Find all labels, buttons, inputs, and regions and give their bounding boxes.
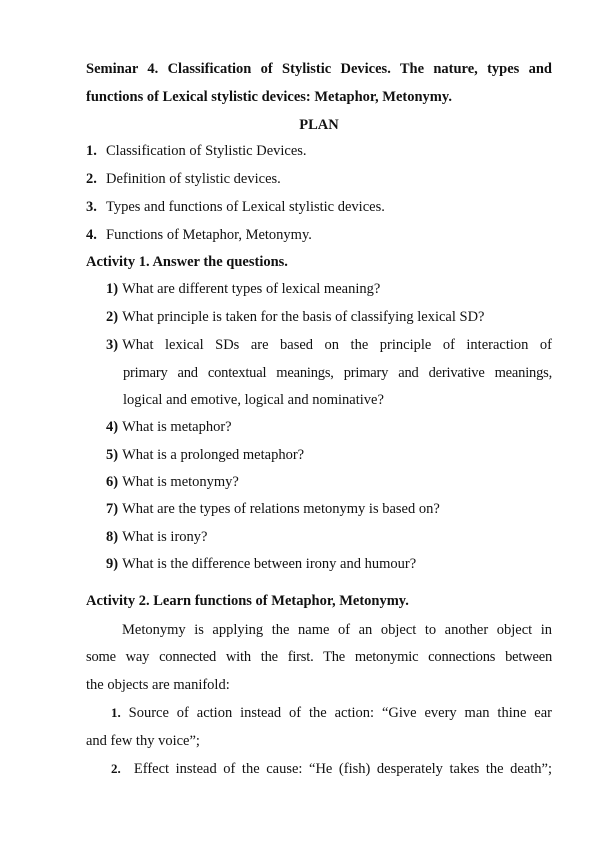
- plan-item-4: [86, 226, 312, 244]
- question-text: What lexical SDs are based on the principle of interaction of: [122, 337, 552, 353]
- question-number: 7): [106, 501, 119, 517]
- question-number: 3): [106, 337, 119, 353]
- plan-item-1: [86, 142, 307, 160]
- question-6: [106, 473, 239, 491]
- question-text: What is metonymy?: [122, 474, 239, 490]
- metonymy-item-text: Effect instead of the cause: “He (fish) desperately takes the death”;: [133, 761, 553, 777]
- question-3-continuation-1: primary and contextual meanings, primary and derivative meanings,: [123, 365, 552, 381]
- question-text: What is irony?: [122, 529, 208, 545]
- plan-item-text: Functions of Metaphor, Metonymy.: [106, 227, 312, 243]
- plan-item-2: [86, 170, 281, 188]
- question-number: 9): [106, 556, 119, 572]
- metonymy-item-1: [111, 704, 552, 722]
- question-number: 1): [106, 281, 119, 297]
- metonymy-item-2: [111, 760, 552, 778]
- paragraph-line-2: some way connected with the first. The metonymic connections between: [86, 649, 552, 665]
- question-text: What is metaphor?: [122, 419, 232, 435]
- plan-item-number: 3.: [86, 199, 97, 215]
- question-text: What are different types of lexical meaning?: [122, 281, 381, 297]
- question-number: 5): [106, 447, 119, 463]
- question-number: 2): [106, 309, 119, 325]
- paragraph-line-1: Metonymy is applying the name of an object to another object in: [122, 622, 552, 638]
- question-9: [106, 555, 416, 573]
- plan-item-3: [86, 198, 385, 216]
- metonymy-item-1-continuation: and few thy voice”;: [86, 733, 200, 749]
- question-text: What principle is taken for the basis of classifying lexical SD?: [122, 309, 485, 325]
- question-number: 4): [106, 419, 119, 435]
- question-2: [106, 308, 485, 326]
- plan-item-number: 2.: [86, 171, 97, 187]
- paragraph-line-3: the objects are manifold:: [86, 677, 230, 693]
- question-3-continuation-2: logical and emotive, logical and nominative?: [123, 392, 384, 408]
- plan-heading: PLAN: [299, 117, 339, 133]
- question-text: What are the types of relations metonymy is based on?: [122, 501, 440, 517]
- question-1: [106, 280, 380, 298]
- metonymy-item-number: 2.: [111, 761, 121, 776]
- question-7: [106, 500, 440, 518]
- question-8: [106, 528, 207, 546]
- title-line-2: functions of Lexical stylistic devices: Metaphor, Metonymy.: [86, 89, 452, 105]
- question-number: 6): [106, 474, 119, 490]
- plan-item-text: Definition of stylistic devices.: [106, 171, 281, 187]
- question-4: [106, 418, 232, 436]
- plan-item-number: 1.: [86, 143, 97, 159]
- metonymy-item-text: Source of action instead of the action: “Give every man thine ear: [128, 705, 552, 721]
- question-number: 8): [106, 529, 119, 545]
- title-line-1: Seminar 4. Classification of Stylistic Devices. The nature, types and: [86, 61, 552, 77]
- metonymy-item-number: 1.: [111, 705, 121, 720]
- activity-1-heading: Activity 1. Answer the questions.: [86, 254, 288, 270]
- plan-item-number: 4.: [86, 227, 97, 243]
- question-text: What is the difference between irony and humour?: [122, 556, 417, 572]
- activity-2-heading: Activity 2. Learn functions of Metaphor, Metonymy.: [86, 593, 409, 609]
- plan-item-text: Classification of Stylistic Devices.: [106, 143, 307, 159]
- question-5: [106, 446, 304, 464]
- question-3: [106, 336, 552, 354]
- plan-item-text: Types and functions of Lexical stylistic devices.: [106, 199, 385, 215]
- question-text: What is a prolonged metaphor?: [122, 447, 305, 463]
